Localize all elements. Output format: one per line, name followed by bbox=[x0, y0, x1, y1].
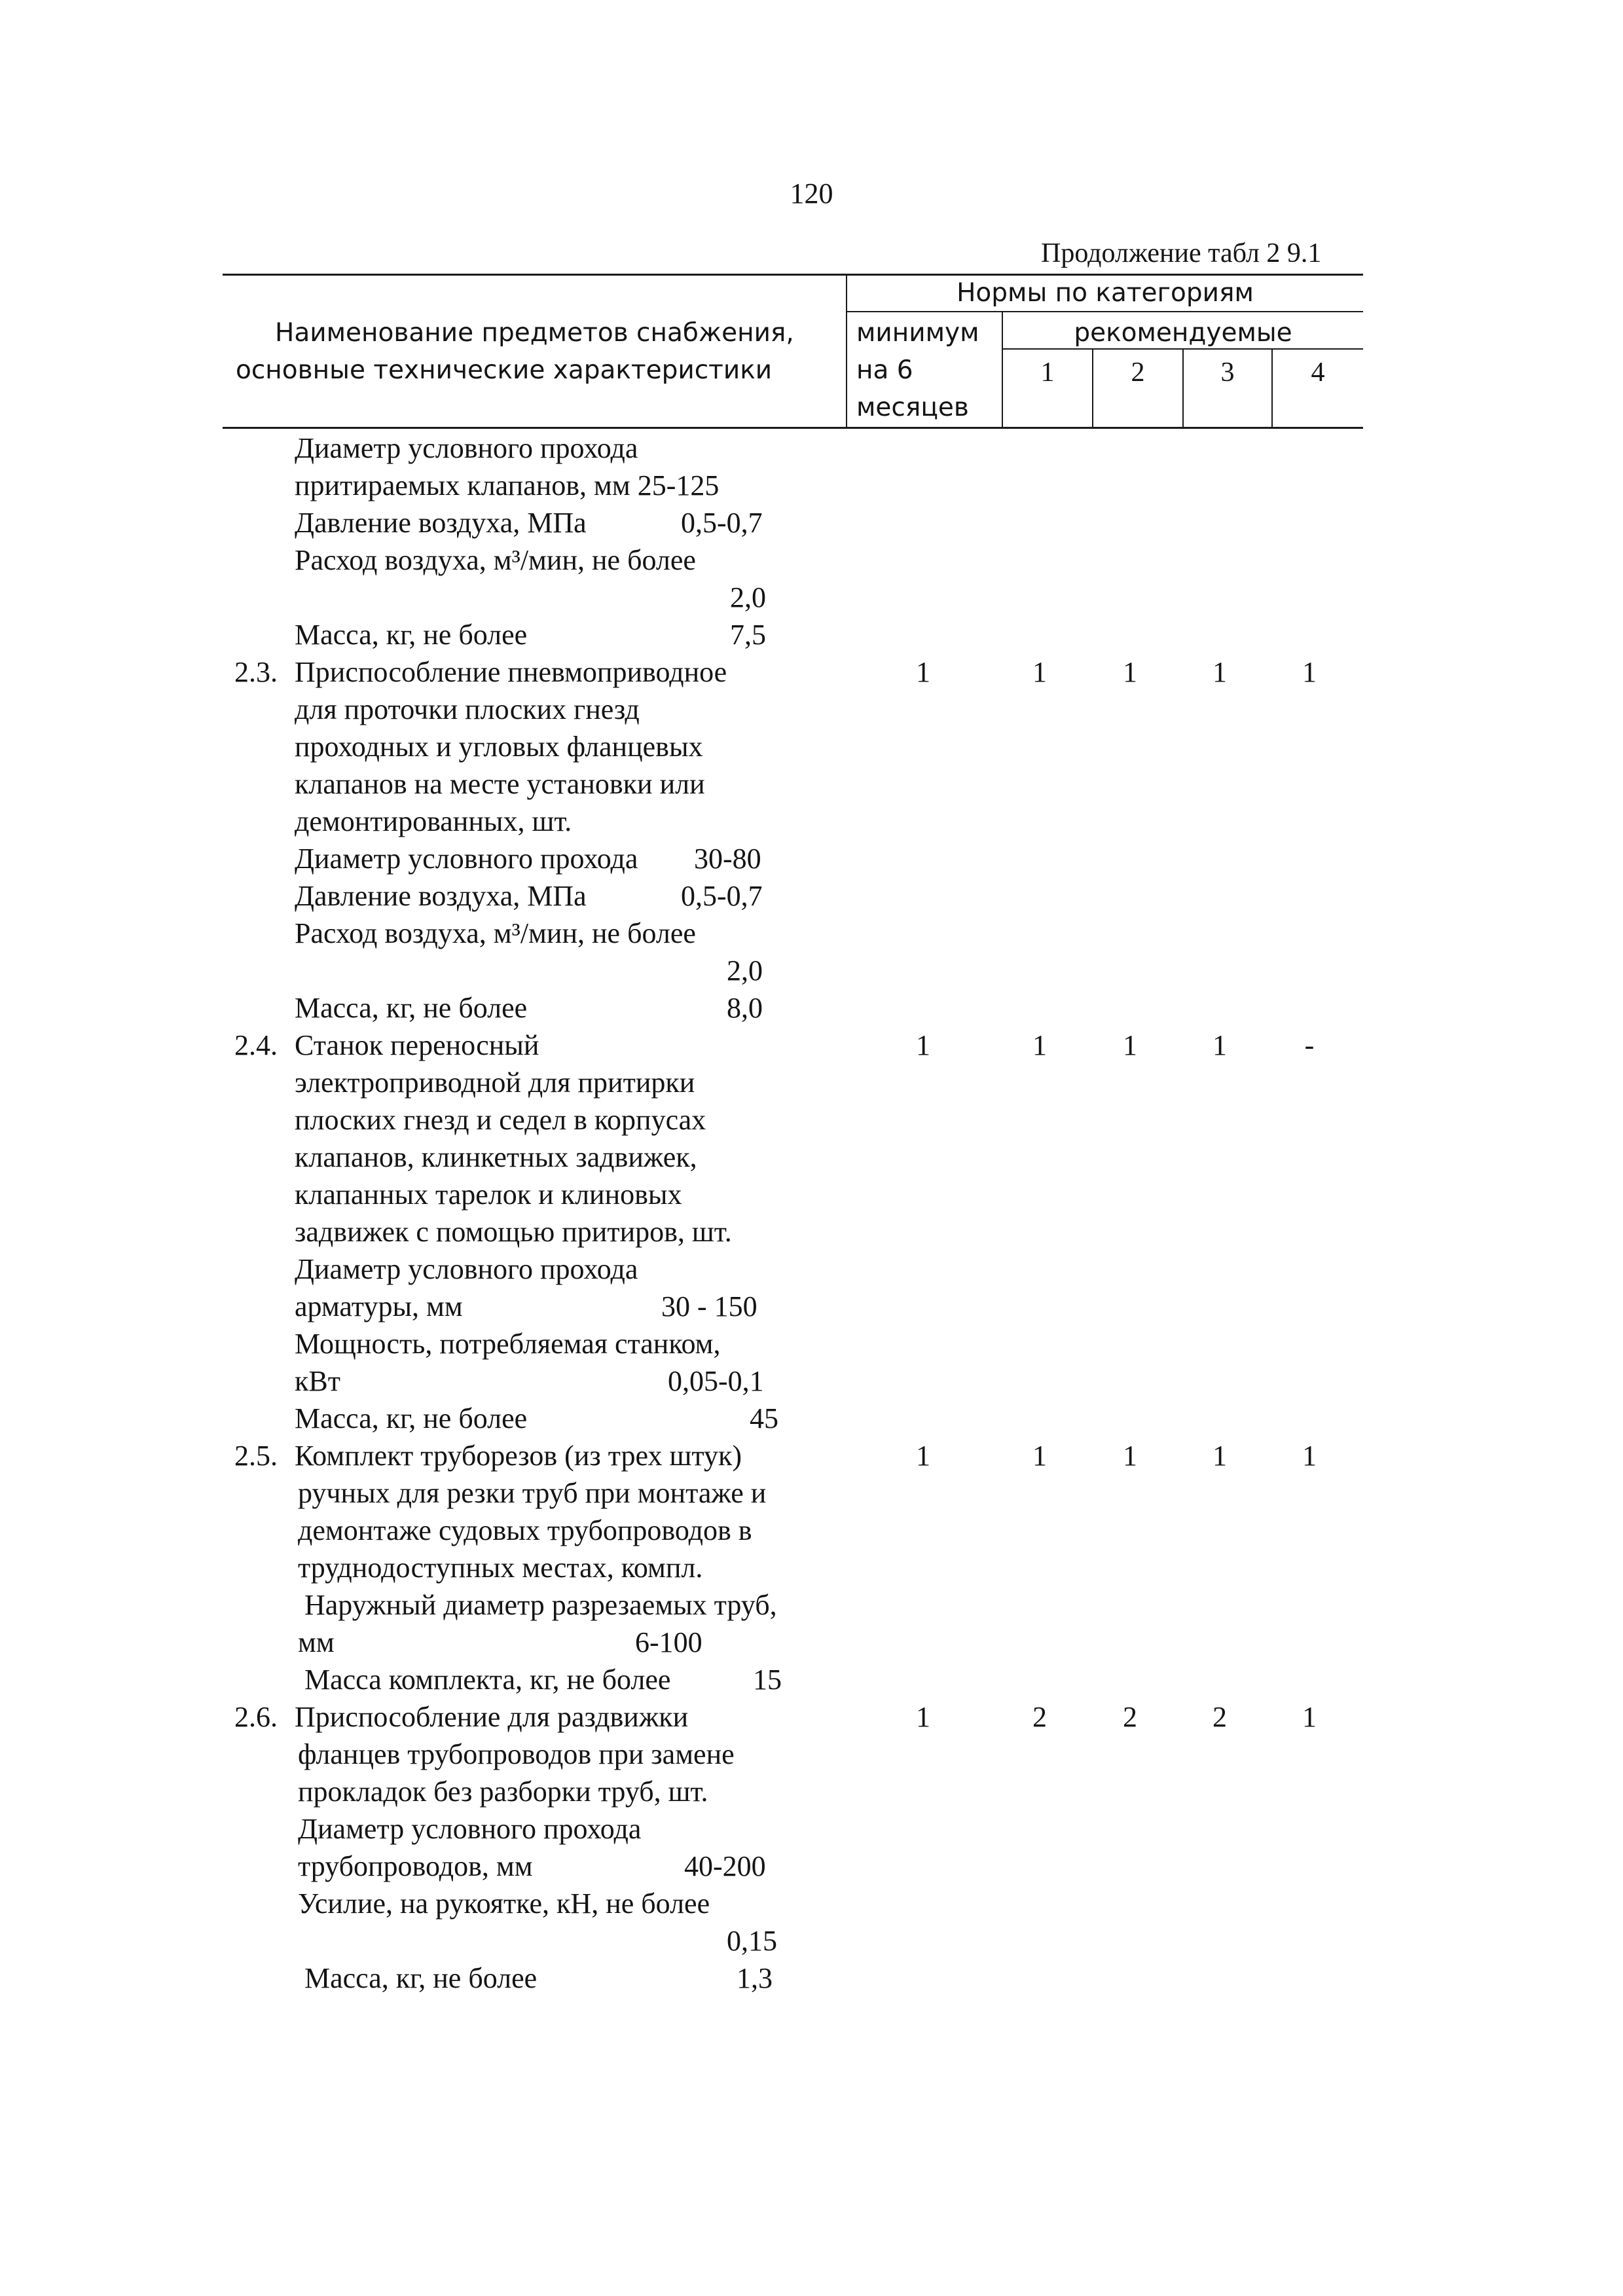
value-cat2: 1 bbox=[1123, 1440, 1137, 1472]
spec-line: Расход воздуха, м³/мин, не более bbox=[295, 917, 696, 949]
value-cat1: 1 bbox=[1032, 1029, 1047, 1061]
spec-value: 40-200 bbox=[684, 1850, 766, 1882]
value-cat3: 1 bbox=[1213, 656, 1227, 688]
spec-line: арматуры, мм bbox=[295, 1290, 463, 1322]
item-line: проходных и угловых фланцевых bbox=[295, 731, 703, 763]
item-number: 2.5. bbox=[234, 1440, 278, 1472]
spec-line: Масса комплекта, кг, не более bbox=[304, 1664, 671, 1696]
spec-value: 0,5-0,7 bbox=[681, 507, 763, 539]
item-line: фланцев трубопроводов при замене bbox=[298, 1738, 735, 1770]
value-cat4: 1 bbox=[1302, 656, 1317, 688]
value-cat4: 1 bbox=[1302, 1701, 1317, 1733]
header-name-line2: основные технические характеристики bbox=[236, 355, 773, 385]
value-minimum: 1 bbox=[916, 656, 930, 688]
spec-line: притираемых клапанов, мм 25-125 bbox=[295, 469, 720, 501]
value-cat1: 1 bbox=[1032, 1440, 1047, 1472]
item-line: электроприводной для притирки bbox=[295, 1066, 695, 1099]
norms-bottom-rule bbox=[846, 311, 1363, 312]
item-line: демонтаже судовых трубопроводов в bbox=[298, 1514, 752, 1546]
spec-line: кВт bbox=[295, 1365, 340, 1397]
value-minimum: 1 bbox=[916, 1440, 930, 1472]
item-line: труднодоступных местах, компл. bbox=[298, 1552, 703, 1584]
header-category-2: 2 bbox=[1131, 357, 1145, 388]
header-months: месяцев bbox=[856, 393, 969, 422]
item-line: Комплект труборезов (из трех штук) bbox=[295, 1440, 742, 1472]
spec-value: 2,0 bbox=[730, 581, 766, 613]
spec-line: Давление воздуха, МПа bbox=[295, 507, 587, 539]
value-cat1: 2 bbox=[1032, 1701, 1047, 1733]
item-line: плоских гнезд и седел в корпусах bbox=[295, 1104, 706, 1136]
spec-value: 7,5 bbox=[730, 619, 766, 651]
spec-line: трубопроводов, мм bbox=[298, 1850, 533, 1882]
header-norms: Нормы по категориям bbox=[957, 278, 1254, 308]
spec-line: Диаметр условного прохода bbox=[295, 1253, 638, 1285]
item-number: 2.3. bbox=[234, 656, 278, 688]
header-category-4: 4 bbox=[1311, 357, 1325, 388]
spec-value: 0,15 bbox=[727, 1925, 777, 1957]
spec-line: Масса, кг, не более bbox=[304, 1962, 538, 1994]
spec-value: 15 bbox=[753, 1664, 782, 1696]
value-minimum: 1 bbox=[916, 1029, 930, 1061]
value-cat2: 2 bbox=[1123, 1701, 1137, 1733]
spec-line: Диаметр условного прохода bbox=[295, 843, 638, 875]
item-line: клапанов, клинкетных задвижек, bbox=[295, 1141, 697, 1173]
value-cat2: 1 bbox=[1123, 1029, 1137, 1061]
header-bottom-rule bbox=[223, 427, 1363, 429]
spec-line: Масса, кг, не более bbox=[295, 619, 528, 651]
item-line: ручных для резки труб при монтаже и bbox=[298, 1477, 767, 1509]
spec-value: 6-100 bbox=[635, 1626, 702, 1658]
spec-line: Усилие, на рукоятке, кН, не более bbox=[298, 1887, 710, 1920]
page-number: 120 bbox=[790, 177, 833, 210]
header-name-line1: Наименование предметов снабжения, bbox=[275, 318, 794, 348]
header-category-3: 3 bbox=[1220, 357, 1235, 388]
value-minimum: 1 bbox=[916, 1701, 930, 1733]
item-line: Приспособление пневмоприводное bbox=[295, 656, 727, 688]
value-cat2: 1 bbox=[1123, 656, 1137, 688]
table-top-rule bbox=[223, 274, 1363, 276]
spec-line: мм bbox=[298, 1626, 335, 1658]
spec-value: 30-80 bbox=[694, 843, 761, 875]
spec-value: 0,05-0,1 bbox=[668, 1365, 764, 1397]
spec-line: Мощность, потребляемая станком, bbox=[295, 1328, 721, 1360]
item-line: клапанных тарелок и клиновых bbox=[295, 1178, 682, 1211]
spec-value: 8,0 bbox=[727, 992, 763, 1024]
spec-line: Диаметр условного прохода bbox=[298, 1813, 642, 1845]
spec-line: Давление воздуха, МПа bbox=[295, 880, 587, 912]
spec-line: Масса, кг, не более bbox=[295, 1402, 528, 1434]
header-category-1: 1 bbox=[1040, 357, 1055, 388]
item-line: демонтированных, шт. bbox=[295, 805, 572, 837]
value-cat3: 1 bbox=[1213, 1029, 1227, 1061]
value-cat4: - bbox=[1304, 1029, 1315, 1061]
value-cat1: 1 bbox=[1032, 656, 1047, 688]
item-line: прокладок без разборки труб, шт. bbox=[298, 1776, 708, 1808]
item-line: клапанов на месте установки или bbox=[295, 768, 705, 800]
spec-line: Наружный диаметр разрезаемых труб, bbox=[304, 1589, 777, 1621]
value-cat3: 2 bbox=[1213, 1701, 1227, 1733]
table-continuation-caption: Продолжение табл 2 9.1 bbox=[1041, 238, 1322, 268]
item-number: 2.4. bbox=[234, 1029, 278, 1061]
item-line: для проточки плоских гнезд bbox=[295, 693, 640, 725]
item-number: 2.6. bbox=[234, 1701, 278, 1733]
item-line: Станок переносный bbox=[295, 1029, 539, 1061]
spec-value: 30 - 150 bbox=[661, 1290, 757, 1322]
spec-value: 2,0 bbox=[727, 955, 763, 987]
spec-value: 45 bbox=[750, 1402, 778, 1434]
spec-line: Диаметр условного прохода bbox=[295, 432, 638, 464]
value-cat3: 1 bbox=[1213, 1440, 1227, 1472]
value-cat4: 1 bbox=[1302, 1440, 1317, 1472]
spec-line: Расход воздуха, м³/мин, не более bbox=[295, 544, 696, 576]
header-minimum: минимум bbox=[856, 318, 979, 348]
spec-line: Масса, кг, не более bbox=[295, 992, 528, 1024]
spec-value: 0,5-0,7 bbox=[681, 880, 763, 912]
item-line: Приспособление для раздвижки bbox=[295, 1701, 689, 1733]
item-line: задвижек с помощью притиров, шт. bbox=[295, 1216, 732, 1248]
header-recommended: рекомендуемые bbox=[1074, 318, 1292, 348]
header-six: на 6 bbox=[856, 355, 913, 385]
spec-value: 1,3 bbox=[737, 1962, 773, 1994]
